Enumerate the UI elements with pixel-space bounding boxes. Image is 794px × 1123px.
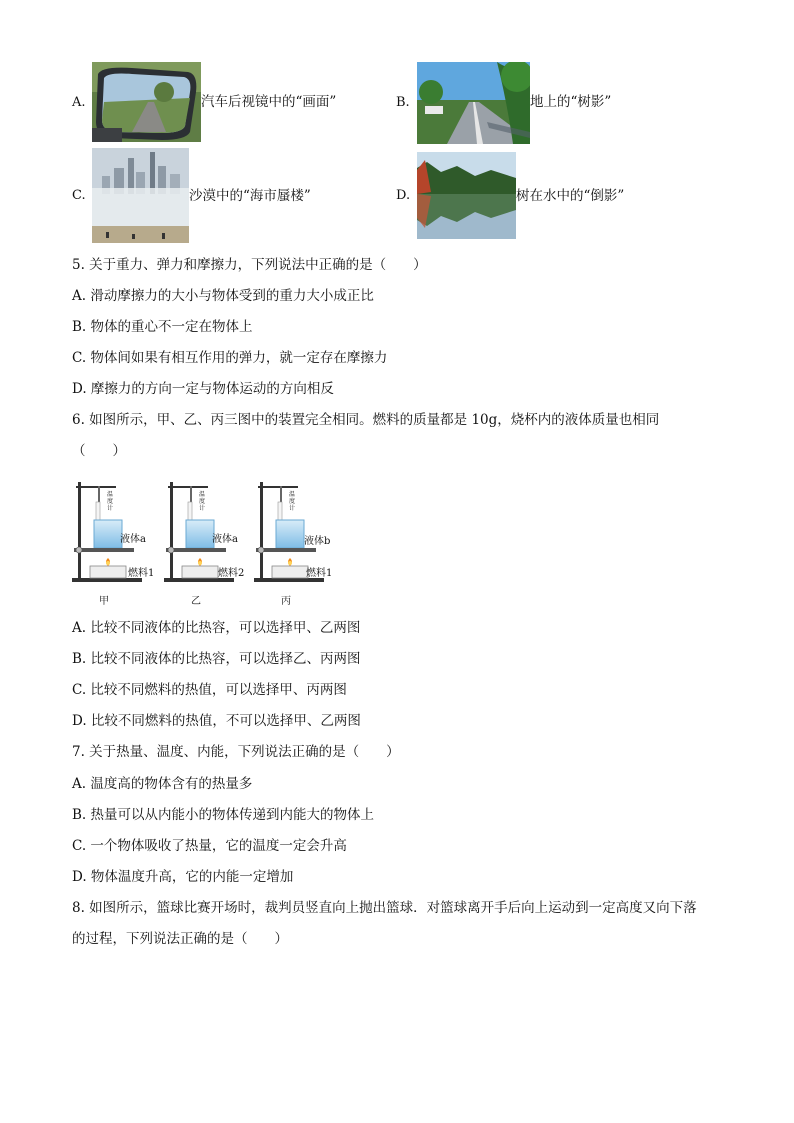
- option-d-caption: 树在水中的“倒影”: [516, 188, 625, 204]
- q6-option-c: C. 比较不同燃料的热值，可以选择甲、丙两图: [72, 682, 347, 698]
- liquid-label-bing: 液体b: [304, 536, 331, 547]
- option-a-caption: 汽车后视镜中的“画面”: [201, 94, 337, 110]
- q7-option-a: A. 温度高的物体含有的热量多: [72, 776, 253, 792]
- q8-stem-line1: 8. 如图所示，篮球比赛开场时，裁判员竖直向上抛出篮球．对篮球离开手后向上运动到一定高度又向下落: [72, 900, 697, 916]
- q7-option-c: C. 一个物体吸收了热量，它的温度一定会升高: [72, 838, 347, 854]
- fuel-label-bing: 燃料1: [306, 568, 333, 579]
- thermometer-label-bing: 温度计: [289, 491, 296, 512]
- q6-option-d: D. 比较不同燃料的热值，不可以选择甲、乙两图: [72, 713, 361, 729]
- thermometer-label-jia: 温度计: [107, 491, 114, 512]
- q7-option-d: D. 物体温度升高，它的内能一定增加: [72, 869, 294, 885]
- liquid-label-yi: 液体a: [212, 534, 238, 545]
- option-b-label: B.: [396, 95, 410, 110]
- q6-stem-line2: （ ）: [72, 443, 126, 459]
- setup-name-bing: 丙: [281, 596, 291, 607]
- fuel-label-yi: 燃料2: [218, 568, 245, 579]
- q5-option-d: D. 摩擦力的方向一定与物体运动的方向相反: [72, 381, 334, 397]
- q7-stem: 7. 关于热量、温度、内能，下列说法正确的是（ ）: [72, 744, 400, 760]
- q5-option-c: C. 物体间如果有相互作用的弹力，就一定存在摩擦力: [72, 350, 388, 366]
- rearview-mirror-image: [92, 62, 201, 142]
- q6-option-b: B. 比较不同液体的比热容，可以选择乙、丙两图: [72, 651, 361, 667]
- liquid-label-jia: 液体a: [120, 534, 146, 545]
- q6-option-a: A. 比较不同液体的比热容，可以选择甲、乙两图: [72, 620, 361, 636]
- option-d-label: D.: [396, 188, 411, 203]
- fuel-label-jia: 燃料1: [128, 568, 155, 579]
- q7-option-b: B. 热量可以从内能小的物体传递到内能大的物体上: [72, 807, 375, 823]
- option-c-caption: 沙漠中的“海市蜃楼”: [189, 188, 311, 204]
- setup-name-jia: 甲: [99, 596, 109, 607]
- q6-stem-line1: 6. 如图所示，甲、乙、丙三图中的装置完全相同。燃料的质量都是 10g，烧杯内的液体质量也相同: [72, 412, 660, 428]
- heating-setups-figure: [68, 474, 368, 610]
- option-b-caption: 地上的“树影”: [530, 94, 612, 110]
- q5-stem: 5. 关于重力、弹力和摩擦力，下列说法中正确的是（ ）: [72, 257, 427, 273]
- setup-name-yi: 乙: [191, 596, 201, 607]
- q8-stem-line2: 的过程，下列说法正确的是（ ）: [72, 931, 288, 947]
- option-c-label: C.: [72, 188, 86, 203]
- q5-option-b: B. 物体的重心不一定在物体上: [72, 319, 253, 335]
- tree-shadow-road-image: [417, 62, 530, 144]
- thermometer-label-yi: 温度计: [199, 491, 206, 512]
- mirage-city-image: [92, 148, 189, 243]
- option-a-label: A.: [72, 95, 86, 110]
- tree-reflection-image: [417, 152, 516, 239]
- q5-option-a: A. 滑动摩擦力的大小与物体受到的重力大小成正比: [72, 288, 374, 304]
